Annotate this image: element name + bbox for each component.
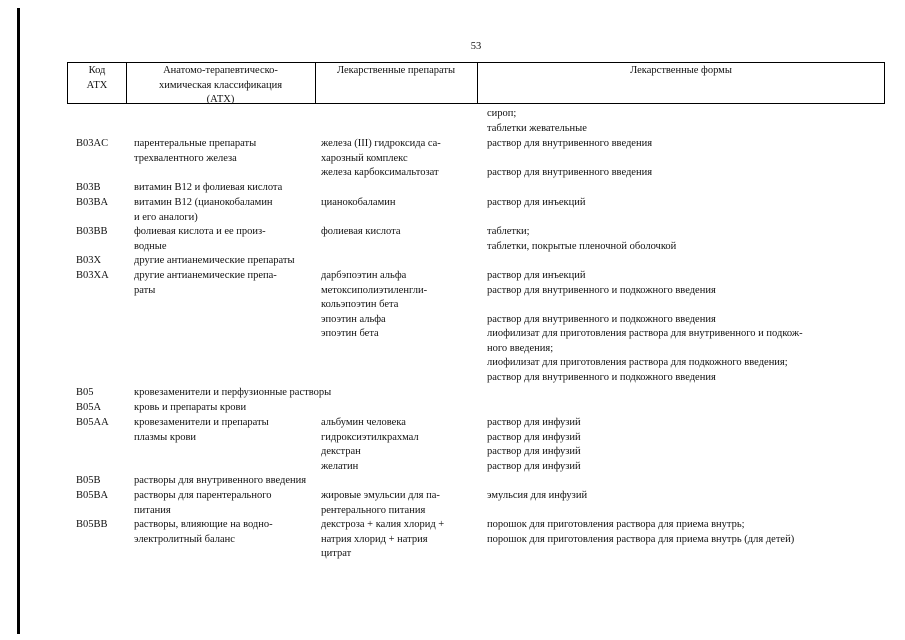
code-cell: B03AC: [76, 138, 109, 149]
class-cell: кровезаменители и препараты плазмы крови: [134, 417, 269, 443]
class-cell: другие антианемические препараты: [134, 255, 295, 266]
drug-cell: цианокобаламин: [321, 197, 396, 208]
header-classification: Анатомо-терапевтическо- химическая классификация (АТХ): [158, 65, 283, 105]
class-cell: кровь и препараты крови: [134, 402, 247, 413]
code-cell: B05BA: [76, 490, 109, 501]
code-cell: B05AA: [76, 417, 109, 428]
table-header: [67, 62, 885, 104]
class-cell: витамин B12 (цианокобаламин и его аналоги): [134, 197, 273, 223]
header-code: Код АТХ: [86, 65, 108, 91]
class-cell: кровезаменители и перфузионные растворы: [134, 387, 332, 398]
drug-cell: фолиевая кислота: [321, 226, 401, 237]
left-margin-bar: [17, 8, 20, 634]
form-cell: таблетки; таблетки, покрытые пленочной оболочкой: [487, 226, 677, 252]
class-cell: фолиевая кислота и ее произ- водные: [134, 226, 266, 252]
code-cell: B03X: [76, 255, 102, 266]
code-cell: B05B: [76, 475, 101, 486]
code-cell: B05BB: [76, 519, 108, 530]
page-number: 53: [470, 41, 482, 52]
class-cell: растворы для внутривенного введения: [134, 475, 307, 486]
form-cell: раствор для инфузий раствор для инфузий раствор для инфузий раствор для инфузий: [487, 417, 581, 472]
form-cell: раствор для инъекций раствор для внутривенного и подкожного введения раствор для внутривенного и подкожного введения лиофилизат для приготовления раствора для внутривенного и подкож- ного введения; лиофилизат для приготовления раствора для подкожного введения; раствор для внутривенного и подкожного введения: [487, 270, 803, 383]
drug-cell: жировые эмульсии для па- рентерального питания: [321, 490, 440, 516]
form-cell: сироп; таблетки жевательные: [487, 108, 587, 134]
class-cell: растворы, влияющие на водно- электролитный баланс: [134, 519, 273, 545]
drug-cell: железа (III) гидроксида са- харозный комплекс железа карбоксимальтозат: [321, 138, 441, 178]
drug-cell: дарбэпоэтин альфа метоксиполиэтиленгли- кольэпоэтин бета эпоэтин альфа эпоэтин бета: [321, 270, 428, 339]
form-cell: раствор для инъекций: [487, 197, 586, 208]
class-cell: другие антианемические препа- раты: [134, 270, 277, 296]
drug-cell: декстроза + калия хлорид + натрия хлорид + натрия цитрат: [321, 519, 445, 559]
code-cell: B05A: [76, 402, 102, 413]
form-cell: эмульсия для инфузий: [487, 490, 588, 501]
class-cell: растворы для парентерального питания: [134, 490, 272, 516]
drug-cell: альбумин человека гидроксиэтилкрахмал декстран желатин: [321, 417, 419, 472]
form-cell: порошок для приготовления раствора для приема внутрь; порошок для приготовления раствора для приема внутрь (для детей): [487, 519, 795, 545]
code-cell: B03BA: [76, 197, 109, 208]
code-cell: B03BB: [76, 226, 108, 237]
form-cell: раствор для внутривенного введения раствор для внутривенного введения: [487, 138, 653, 178]
header-drugs: Лекарственные препараты: [336, 65, 456, 76]
class-cell: парентеральные препараты трехвалентного железа: [134, 138, 257, 164]
code-cell: B05: [76, 387, 94, 398]
class-cell: витамин B12 и фолиевая кислота: [134, 182, 283, 193]
header-forms: Лекарственные формы: [630, 65, 732, 76]
code-cell: B03XA: [76, 270, 109, 281]
code-cell: B03B: [76, 182, 101, 193]
